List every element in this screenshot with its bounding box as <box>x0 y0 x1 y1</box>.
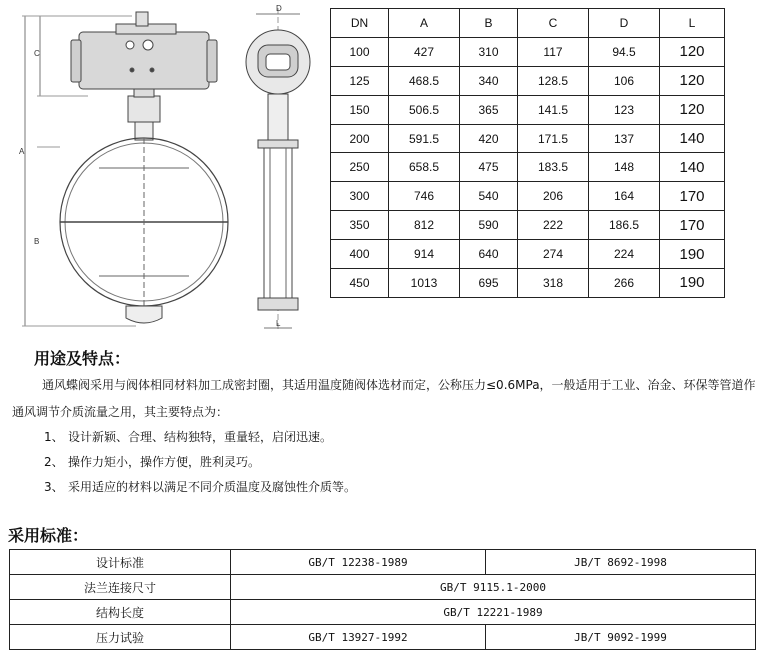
dimension-table-row <box>331 66 725 95</box>
dimension-table-row <box>331 95 725 124</box>
feature-number: 1、 <box>44 430 64 444</box>
feature-item <box>44 453 260 470</box>
dimension-cell: 640 <box>460 240 518 269</box>
standard-value: GB/T 12221-1989 <box>231 600 756 625</box>
dimension-cell: 137 <box>589 124 660 153</box>
dimension-cell: 420 <box>460 124 518 153</box>
dimension-cell: 164 <box>589 182 660 211</box>
dimension-cell: 274 <box>518 240 589 269</box>
dimension-table-row <box>331 211 725 240</box>
dimension-cell: 365 <box>460 95 518 124</box>
feature-item <box>44 478 356 495</box>
feature-number: 2、 <box>44 455 64 469</box>
standards-title: 采用标准： <box>8 526 89 545</box>
dimension-cell: 128.5 <box>518 66 589 95</box>
header-dn: DN <box>331 9 389 38</box>
dimension-cell: 206 <box>518 182 589 211</box>
dimension-table-row <box>331 182 725 211</box>
standard-value: JB/T 9092-1999 <box>486 625 756 650</box>
standard-label: 结构长度 <box>10 600 231 625</box>
standard-label: 法兰连接尺寸 <box>10 575 231 600</box>
dimension-cell: 400 <box>331 240 389 269</box>
feature-text: 设计新颖、合理、结构独特，重量轻，启闭迅速。 <box>68 430 333 444</box>
valve-drawing <box>0 0 330 335</box>
dimension-table-row <box>331 240 725 269</box>
dimension-cell: 812 <box>389 211 460 240</box>
dim-label-l: L <box>276 319 281 328</box>
dimension-cell: 183.5 <box>518 153 589 182</box>
features-title: 用途及特点： <box>34 349 131 368</box>
feature-item <box>44 428 332 445</box>
dimension-cell: 120 <box>660 66 725 95</box>
dim-label-d: D <box>276 4 282 13</box>
dimension-cell: 224 <box>589 240 660 269</box>
dimension-cell: 186.5 <box>589 211 660 240</box>
standards-row <box>10 625 756 650</box>
dimension-table-row <box>331 269 725 298</box>
dimension-cell: 171.5 <box>518 124 589 153</box>
dimension-cell: 148 <box>589 153 660 182</box>
dimension-table-row <box>331 153 725 182</box>
dimension-cell: 468.5 <box>389 66 460 95</box>
dimension-table-header <box>331 9 725 38</box>
standards-row <box>10 575 756 600</box>
standard-value: GB/T 13927-1992 <box>231 625 486 650</box>
dimension-cell: 350 <box>331 211 389 240</box>
dimension-cell: 658.5 <box>389 153 460 182</box>
dimension-cell: 222 <box>518 211 589 240</box>
feature-text: 操作力矩小，操作方便，胜利灵巧。 <box>68 455 261 469</box>
dimension-cell: 266 <box>589 269 660 298</box>
features-intro-text: 通风蝶阀采用与阀体相同材料加工成密封圈，其适用温度随阀体选材而定，公称压力≤0.6MPa，一般适用于工业、冶金、环保等管道作通风调节介质流量之用，其主要特点为： <box>12 378 756 419</box>
dimension-cell: 591.5 <box>389 124 460 153</box>
standards-table <box>9 549 756 650</box>
features-intro <box>12 372 767 426</box>
dimension-cell: 540 <box>460 182 518 211</box>
dim-label-a: A <box>19 147 25 156</box>
standard-value: JB/T 8692-1998 <box>486 550 756 575</box>
header-a: A <box>389 9 460 38</box>
dimension-cell: 150 <box>331 95 389 124</box>
dimension-cell: 427 <box>389 37 460 66</box>
dimension-cell: 117 <box>518 37 589 66</box>
dimension-cell: 475 <box>460 153 518 182</box>
dimension-cell: 914 <box>389 240 460 269</box>
dimension-cell: 120 <box>660 95 725 124</box>
header-d: D <box>589 9 660 38</box>
dim-label-c: C <box>34 49 40 58</box>
dimension-cell: 450 <box>331 269 389 298</box>
dimension-cell: 746 <box>389 182 460 211</box>
dimension-cell: 695 <box>460 269 518 298</box>
dimension-cell: 94.5 <box>589 37 660 66</box>
dimension-cell: 590 <box>460 211 518 240</box>
dimension-cell: 318 <box>518 269 589 298</box>
standard-value: GB/T 12238-1989 <box>231 550 486 575</box>
standards-row <box>10 550 756 575</box>
dimension-cell: 140 <box>660 153 725 182</box>
dimension-table-row <box>331 124 725 153</box>
standard-label: 压力试验 <box>10 625 231 650</box>
dimension-cell: 170 <box>660 182 725 211</box>
standards-row <box>10 600 756 625</box>
dimension-table <box>330 8 725 298</box>
dimension-cell: 120 <box>660 37 725 66</box>
header-l: L <box>660 9 725 38</box>
dimension-cell: 200 <box>331 124 389 153</box>
dimension-cell: 250 <box>331 153 389 182</box>
standard-value: GB/T 9115.1-2000 <box>231 575 756 600</box>
dimension-cell: 300 <box>331 182 389 211</box>
dimension-cell: 340 <box>460 66 518 95</box>
feature-text: 采用适应的材料以满足不同介质温度及腐蚀性介质等。 <box>68 480 357 494</box>
dimension-cell: 190 <box>660 269 725 298</box>
dimension-cell: 141.5 <box>518 95 589 124</box>
dimension-cell: 100 <box>331 37 389 66</box>
dimension-cell: 106 <box>589 66 660 95</box>
dimension-cell: 190 <box>660 240 725 269</box>
dimension-cell: 170 <box>660 211 725 240</box>
dimension-cell: 125 <box>331 66 389 95</box>
dimension-cell: 1013 <box>389 269 460 298</box>
dimension-cell: 310 <box>460 37 518 66</box>
header-c: C <box>518 9 589 38</box>
header-b: B <box>460 9 518 38</box>
dimension-cell: 140 <box>660 124 725 153</box>
standard-label: 设计标准 <box>10 550 231 575</box>
dimension-cell: 506.5 <box>389 95 460 124</box>
dim-label-b: B <box>34 237 40 246</box>
dimension-table-row <box>331 37 725 66</box>
dimension-cell: 123 <box>589 95 660 124</box>
feature-number: 3、 <box>44 480 64 494</box>
